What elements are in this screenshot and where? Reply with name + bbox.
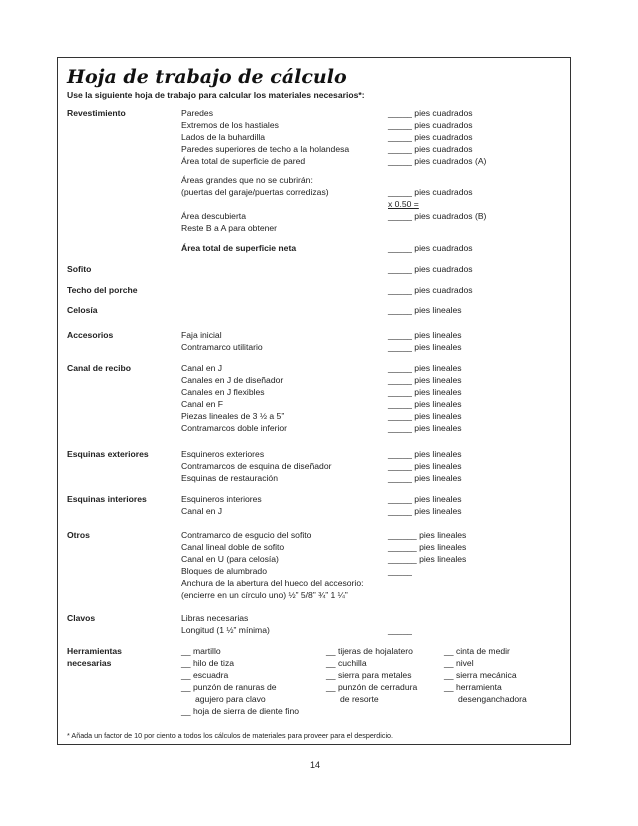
blank-field: ______ pies lineales xyxy=(388,530,467,540)
item-label: Contramarcos doble inferior xyxy=(181,423,288,433)
checklist-item: __ cuchilla xyxy=(326,658,367,668)
item-label: Lados de la buhardilla xyxy=(181,132,266,142)
item-label: Longitud (1 ½” mínima) xyxy=(181,625,270,635)
section-heading-herramientas-2: necesarias xyxy=(67,658,112,668)
item-label: Paredes xyxy=(181,108,214,118)
item-label: Paredes superiores de techo a la holandesa xyxy=(181,144,350,154)
item-label: Extremos de los hastiales xyxy=(181,120,279,130)
checklist-item: __ escuadra xyxy=(181,670,229,680)
multiplier-text: x 0.50 = xyxy=(388,199,419,209)
section-heading-herramientas: Herramientas xyxy=(67,646,122,656)
blank-field: _____ pies cuadrados xyxy=(388,108,473,118)
page-number: 14 xyxy=(310,760,321,770)
checklist-item: __ cinta de medir xyxy=(444,646,510,656)
item-label: Esquineros exteriores xyxy=(181,449,265,459)
section-heading-esquinas-interiores: Esquinas interiores xyxy=(67,494,147,504)
item-label: Contramarco de esgucio del sofito xyxy=(181,530,312,540)
worksheet-frame xyxy=(57,57,571,745)
blank-field: _____ pies cuadrados xyxy=(388,243,473,253)
section-heading-clavos: Clavos xyxy=(67,613,96,623)
net-area-label: Área total de superficie neta xyxy=(181,243,297,253)
item-label: Bloques de alumbrado xyxy=(181,566,267,576)
item-label: Canal en J xyxy=(181,363,223,373)
item-label: Canal en F xyxy=(181,399,224,409)
blank-field: _____ pies cuadrados xyxy=(388,132,473,142)
checklist-item-cont: agujero para clavo xyxy=(195,694,266,704)
item-label: Canales en J flexibles xyxy=(181,387,265,397)
section-heading-techo: Techo del porche xyxy=(67,285,138,295)
blank-field: _____ pies cuadrados xyxy=(388,264,473,274)
checklist-item-cont: desenganchadora xyxy=(458,694,527,704)
page-subtitle: Use la siguiente hoja de trabajo para calcular los materiales necesarios*: xyxy=(67,90,365,100)
blank-field: _____ xyxy=(388,566,412,576)
item-label: Área total de superficie de pared xyxy=(181,156,306,166)
blank-field: _____ pies lineales xyxy=(388,330,462,340)
blank-field: _____ pies cuadrados xyxy=(388,144,473,154)
checklist-item: __ punzón de ranuras de xyxy=(181,682,277,692)
footnote: * Añada un factor de 10 por ciento a todos los cálculos de materiales para proveer para el desperdicio. xyxy=(67,731,394,740)
checklist-item: __ hilo de tiza xyxy=(181,658,235,668)
blank-field: ______ pies lineales xyxy=(388,554,467,564)
blank-field: _____ pies lineales xyxy=(388,506,462,516)
section-heading-esquinas-exteriores: Esquinas exteriores xyxy=(67,449,149,459)
checklist-item: __ herramienta xyxy=(444,682,502,692)
blank-field: _____ pies cuadrados xyxy=(388,187,473,197)
blank-field: _____ pies lineales xyxy=(388,461,462,471)
section-heading-sofito: Sofito xyxy=(67,264,92,274)
item-label: Esquineros interiores xyxy=(181,494,262,504)
item-label: Piezas lineales de 3 ½ a 5” xyxy=(181,411,285,421)
item-label: (puertas del garaje/puertas corredizas) xyxy=(181,187,329,197)
item-label: Contramarco utilitario xyxy=(181,342,263,352)
item-label: Contramarcos de esquina de diseñador xyxy=(181,461,332,471)
blank-field: _____ pies lineales xyxy=(388,342,462,352)
blank-field: _____ pies lineales xyxy=(388,411,462,421)
blank-field: _____ pies lineales xyxy=(388,399,462,409)
blank-field: _____ pies lineales xyxy=(388,473,462,483)
checklist-item: __ nivel xyxy=(444,658,474,668)
checklist-item: __ punzón de cerradura xyxy=(326,682,418,692)
checklist-item: __ hoja de sierra de diente fino xyxy=(181,706,300,716)
section-heading-celosia: Celosía xyxy=(67,305,98,315)
blank-field: _____ pies lineales xyxy=(388,375,462,385)
item-label: Libras necesarias xyxy=(181,613,249,623)
item-label: Áreas grandes que no se cubrirán: xyxy=(181,175,313,185)
item-label: Canal en J xyxy=(181,506,223,516)
item-label: Canales en J de diseñador xyxy=(181,375,284,385)
item-label: Esquinas de restauración xyxy=(181,473,278,483)
blank-field: _____ pies lineales xyxy=(388,494,462,504)
blank-field: _____ pies lineales xyxy=(388,423,462,433)
blank-field: _____ pies cuadrados xyxy=(388,285,473,295)
item-label: Reste B a A para obtener xyxy=(181,223,278,233)
page-title: Hoja de trabajo de cálculo xyxy=(67,66,347,88)
section-heading-accesorios: Accesorios xyxy=(67,330,114,340)
checklist-item: __ tijeras de hojalatero xyxy=(326,646,413,656)
item-label: Faja inicial xyxy=(181,330,222,340)
blank-field: ______ pies lineales xyxy=(388,542,467,552)
blank-field: _____ pies lineales xyxy=(388,363,462,373)
blank-field: _____ pies cuadrados (B) xyxy=(388,211,487,221)
checklist-item: __ sierra mecánica xyxy=(444,670,517,680)
section-heading-canal: Canal de recibo xyxy=(67,363,131,373)
item-label: Anchura de la abertura del hueco del accesorio: xyxy=(181,578,364,588)
blank-field: _____ pies cuadrados xyxy=(388,120,473,130)
item-label: Área descubierta xyxy=(181,211,246,221)
item-label: Canal lineal doble de sofito xyxy=(181,542,285,552)
section-heading-revestimiento: Revestimiento xyxy=(67,108,126,118)
blank-field: _____ pies lineales xyxy=(388,387,462,397)
blank-field: _____ xyxy=(388,625,412,635)
blank-field: _____ pies lineales xyxy=(388,305,462,315)
section-heading-otros: Otros xyxy=(67,530,90,540)
checklist-item-cont: de resorte xyxy=(340,694,379,704)
checklist-item: __ martillo xyxy=(181,646,221,656)
item-label: (encierre en un círculo uno) ½” 5/8” ¾” 1 ¼” xyxy=(181,590,348,600)
blank-field: _____ pies lineales xyxy=(388,449,462,459)
checklist-item: __ sierra para metales xyxy=(326,670,412,680)
item-label: Canal en U (para celosía) xyxy=(181,554,279,564)
blank-field: _____ pies cuadrados (A) xyxy=(388,156,487,166)
